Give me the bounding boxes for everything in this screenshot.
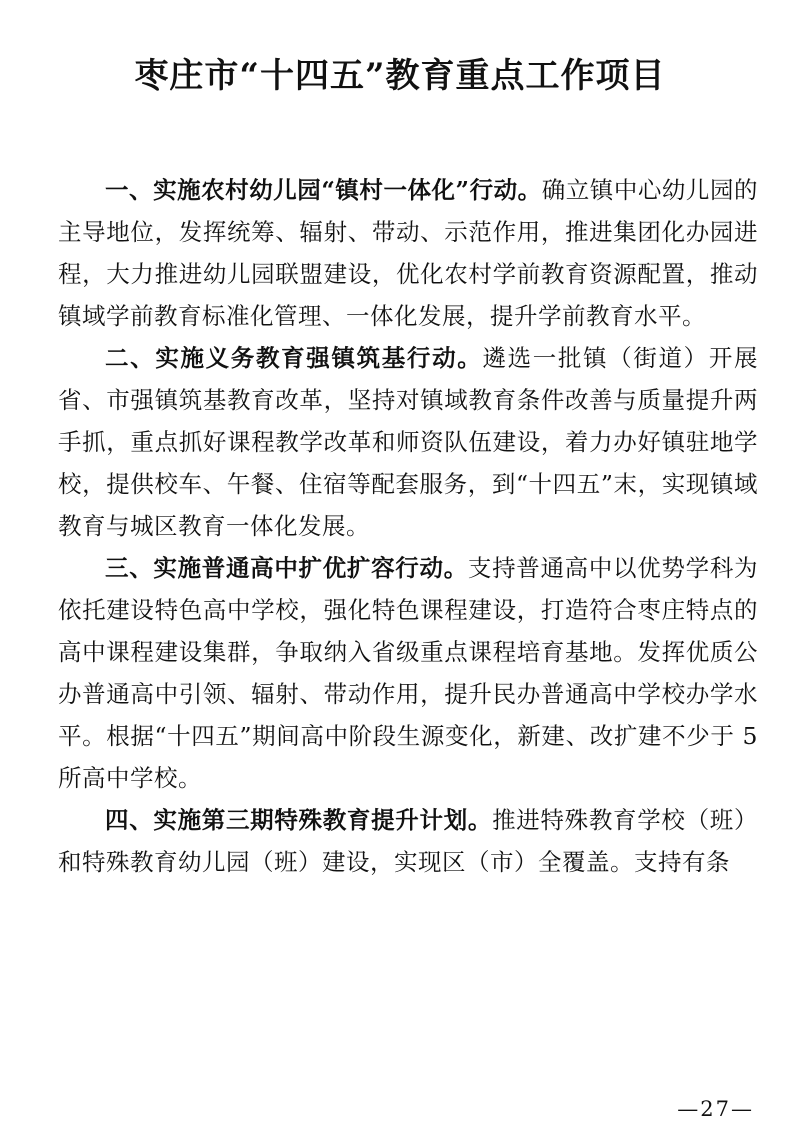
paragraph-2-heading: 二、实施义务教育强镇筑基行动。 (105, 344, 483, 372)
paragraph-1-text: 确立镇中心幼儿园的主导地位，发挥统筹、辐射、带动、示范作用，推进集团化办园进程，大力推进幼儿园联盟建设，优化农村学前教育资源配置，推动镇域学前教育标准化管理、一体化发展，提升学前教育水平。 (58, 176, 759, 330)
paragraph-4 (58, 799, 758, 883)
page-number: —27— (677, 1097, 754, 1121)
paragraph-1 (58, 169, 758, 337)
paragraph-2 (58, 337, 758, 547)
paragraph-3 (58, 547, 758, 799)
paragraph-3-text: 支持普通高中以优势学科为依托建设特色高中学校，强化特色课程建设，打造符合枣庄特点的高中课程建设集群，争取纳入省级重点课程培育基地。发挥优质公办普通高中引领、辐射、带动作用，提升民办普通高中学校办学水平。根据“十四五”期间高中阶段生源变化，新建、改扩建不少于 5 所高中学校。 (58, 554, 759, 792)
paragraph-2-text: 遴选一批镇（街道）开展省、市强镇筑基教育改革，坚持对镇域教育条件改善与质量提升两手抓，重点抓好课程教学改革和师资队伍建设，着力办好镇驻地学校，提供校车、午餐、住宿等配套服务，到“十四五”末，实现镇域教育与城区教育一体化发展。 (58, 344, 759, 540)
document-body (58, 169, 758, 883)
document-title: 枣庄市“十四五”教育重点工作项目 (134, 56, 666, 96)
paragraph-3-heading: 三、实施普通高中扩优扩容行动。 (105, 554, 468, 582)
paragraph-4-heading: 四、实施第三期特殊教育提升计划。 (105, 806, 493, 834)
paragraph-1-heading: 一、实施农村幼儿园“镇村一体化”行动。 (105, 176, 542, 204)
paragraph-4-text: 推进特殊教育学校（班）和特殊教育幼儿园（班）建设，实现区（市）全覆盖。支持有条 (58, 806, 759, 876)
